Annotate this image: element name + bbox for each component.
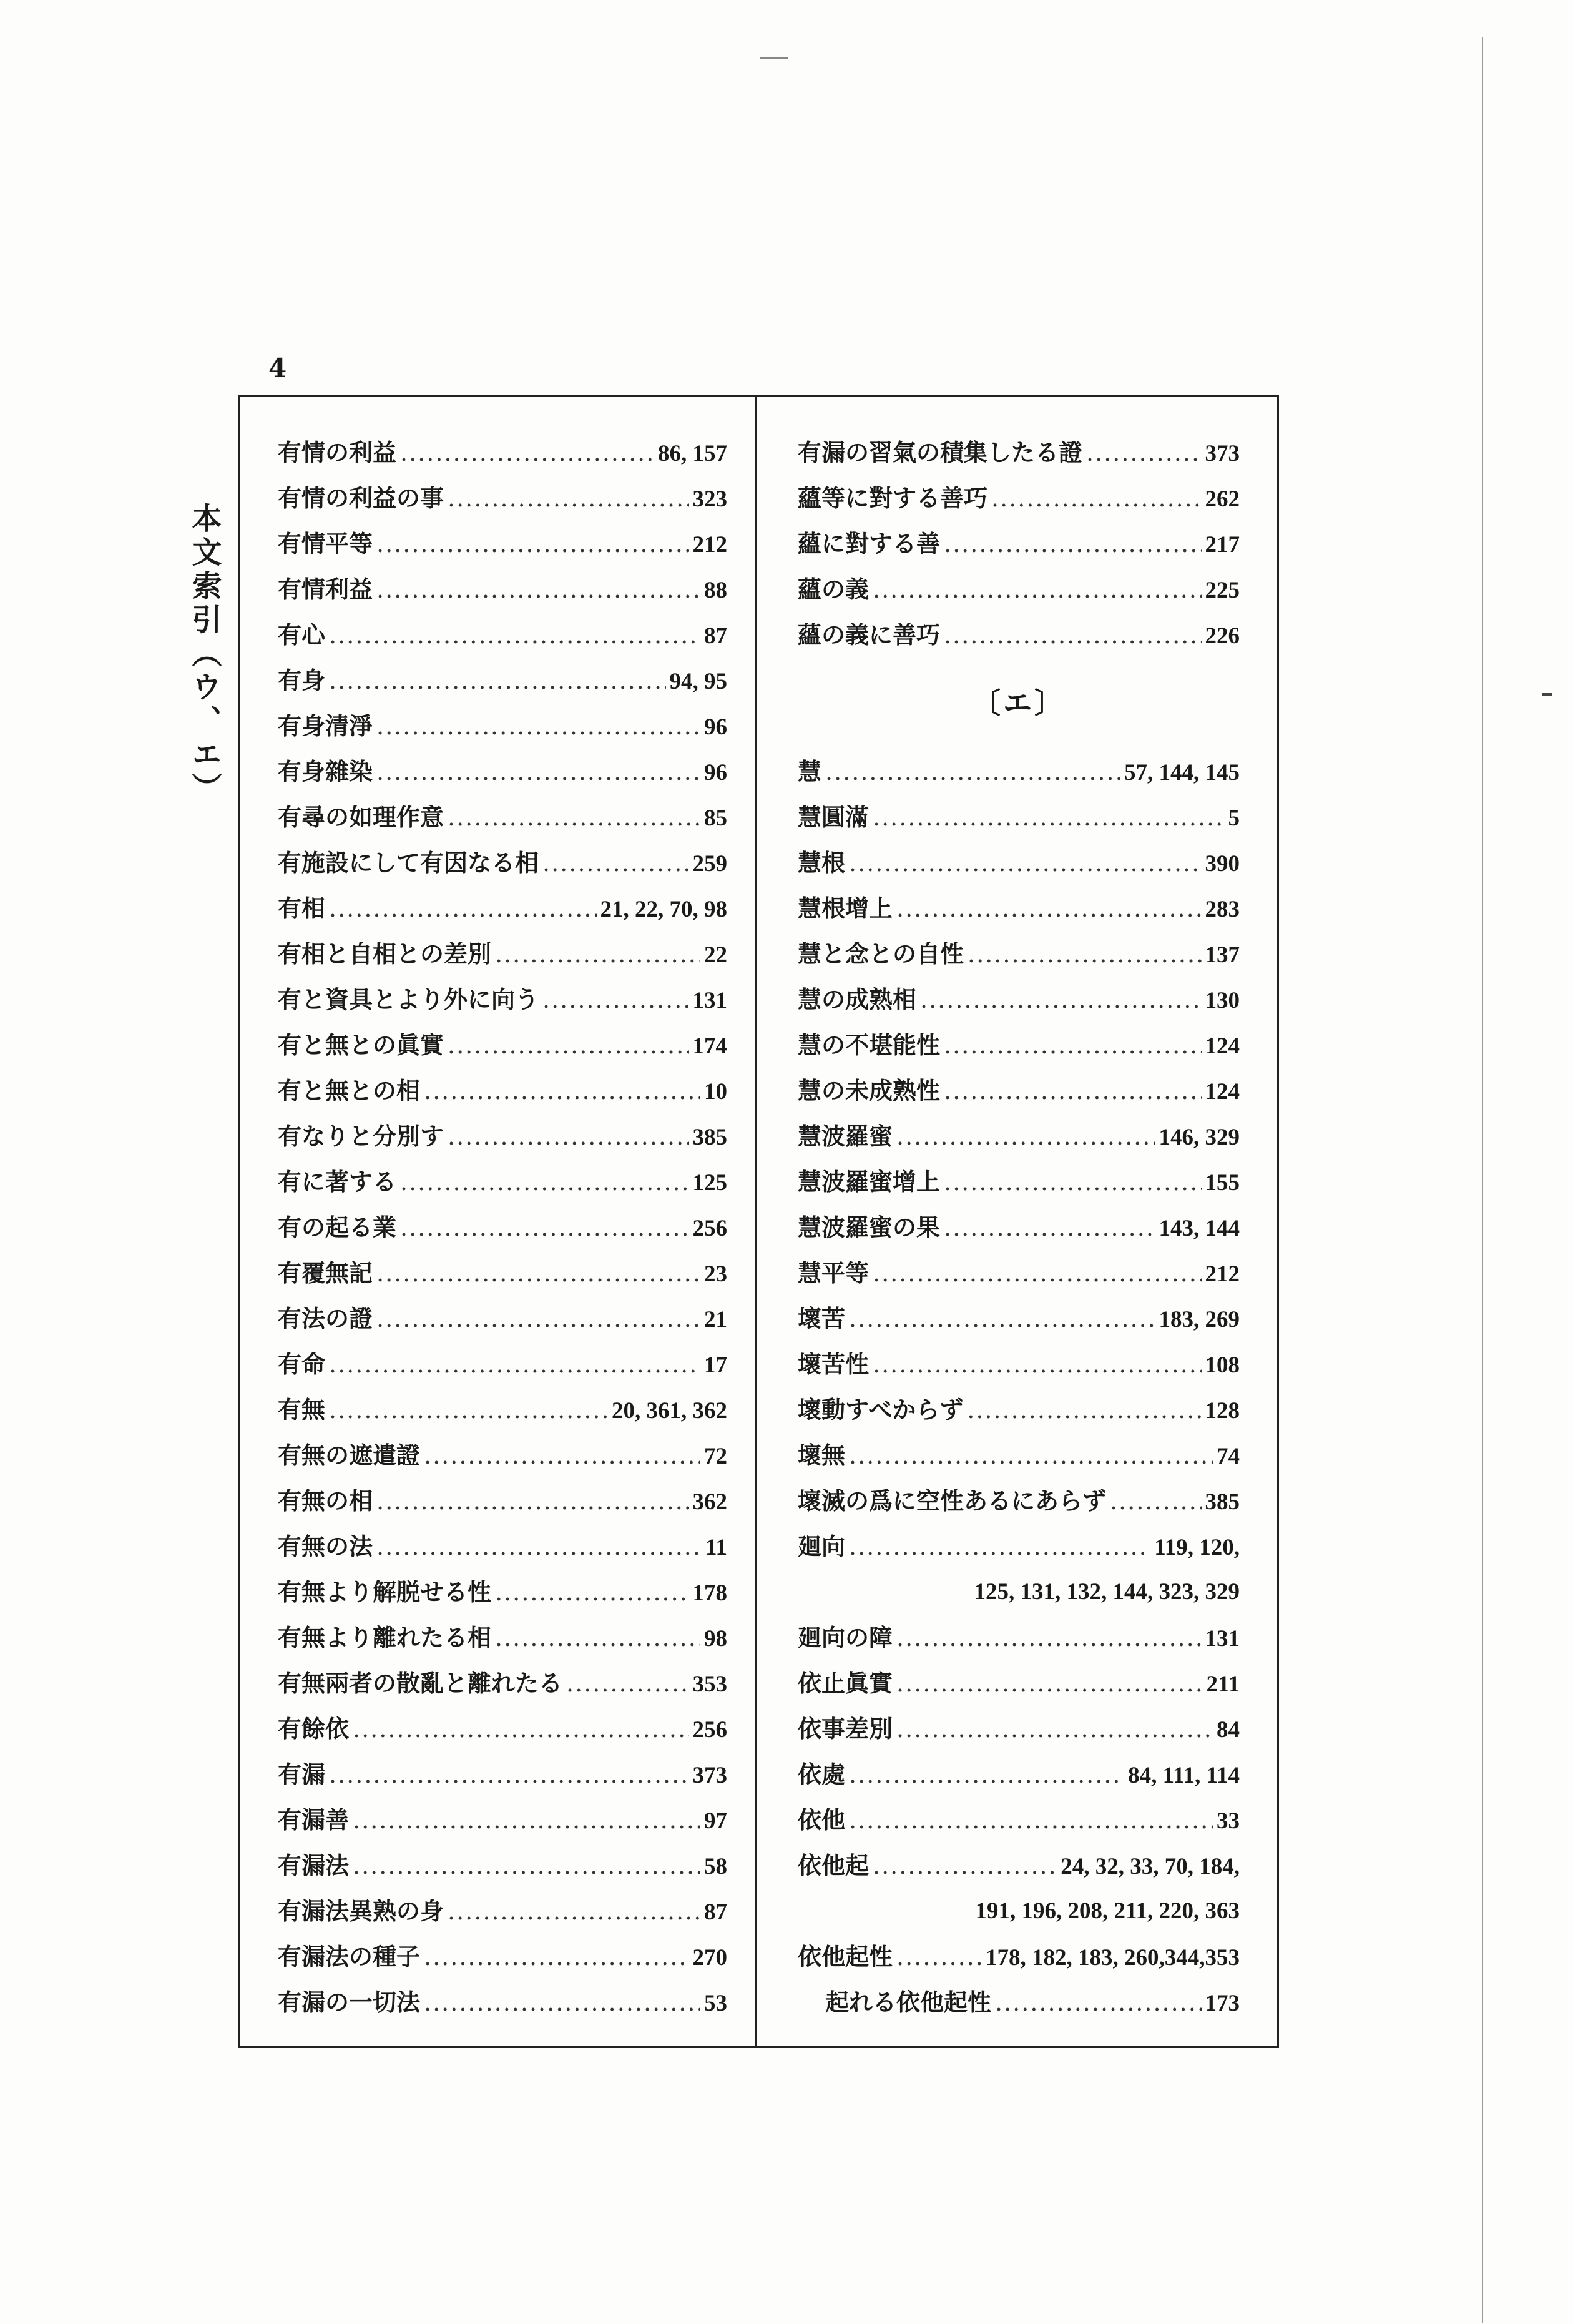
index-entry [278, 1934, 727, 1979]
entry-pages: 178 [692, 1580, 727, 1606]
index-entry [798, 1797, 1240, 1843]
entry-term: 壞滅の爲に空性あるにあらず [798, 1487, 1107, 1515]
entry-term: 有命 [278, 1350, 326, 1378]
entry-pages: 174 [692, 1033, 727, 1059]
entry-term: 依他起性 [798, 1942, 893, 1971]
dot-leader [825, 749, 1120, 795]
entry-pages: 259 [692, 851, 727, 877]
entry-pages: 33 [1217, 1808, 1240, 1834]
entry-pages: 58 [704, 1854, 727, 1879]
entry-term: 有情利益 [278, 575, 373, 603]
entry-term: 壞無 [798, 1441, 846, 1469]
dot-leader [424, 1433, 700, 1479]
index-entry [798, 1615, 1240, 1660]
entry-term: 蘊等に對する善巧 [798, 484, 988, 512]
index-entry [278, 1022, 727, 1068]
dot-leader [376, 1524, 702, 1570]
dot-leader [448, 1114, 688, 1160]
index-entry [278, 1797, 727, 1843]
entry-pages: 323 [692, 486, 727, 512]
index-entry [798, 1934, 1240, 1979]
entry-term: 有相と自相との差別 [278, 940, 492, 968]
index-entry [278, 1615, 727, 1660]
index-entry [278, 566, 727, 612]
index-entry [278, 749, 727, 794]
dot-leader [353, 1843, 700, 1889]
index-entry [278, 1843, 727, 1888]
index-entry [278, 1888, 727, 1934]
entry-pages: 88 [704, 578, 727, 603]
index-group-e [798, 749, 1240, 2025]
index-entry [278, 521, 727, 566]
dot-leader [967, 1387, 1201, 1433]
scan-edge-line [1482, 37, 1483, 2323]
dot-leader [400, 1160, 688, 1205]
entry-pages: 53 [704, 1991, 727, 2016]
dot-leader [849, 1798, 1213, 1843]
entry-pages: 124 [1205, 1033, 1240, 1059]
column-divider [755, 395, 757, 2048]
entry-term: 有の起る業 [278, 1213, 397, 1241]
entry-pages: 119, 120, [1154, 1535, 1240, 1560]
entry-pages: 155 [1205, 1170, 1240, 1196]
index-entry [798, 566, 1240, 612]
dot-leader [944, 1205, 1155, 1251]
dot-leader [896, 1661, 1203, 1706]
dot-leader [353, 1706, 688, 1752]
entry-pages: 21 [704, 1307, 727, 1332]
index-entry [278, 430, 727, 475]
entry-term: 蘊の義に善巧 [798, 621, 941, 649]
dot-leader [495, 1570, 688, 1615]
index-entry [798, 430, 1240, 475]
entry-term: 有と無との相 [278, 1076, 421, 1105]
scan-edge-mark [1542, 693, 1552, 696]
index-entry [798, 1524, 1240, 1569]
entry-pages: 85 [704, 805, 727, 831]
entry-term: 有と無との眞實 [278, 1031, 444, 1059]
entry-term: 有無 [278, 1396, 326, 1424]
dot-leader [424, 1980, 700, 2026]
entry-pages: 173 [1205, 1991, 1240, 2016]
entry-pages: 385 [692, 1125, 727, 1150]
entry-pages: 23 [704, 1261, 727, 1287]
index-entry [278, 794, 727, 840]
index-entry [278, 1387, 727, 1432]
entry-pages: 21, 22, 70, 98 [600, 897, 727, 922]
dot-leader [968, 932, 1201, 977]
entry-pages: 86, 157 [658, 441, 727, 466]
entry-term: 壞苦 [798, 1304, 846, 1332]
entry-pages: 217 [1205, 532, 1240, 558]
entry-pages: 131 [1205, 1626, 1240, 1652]
entry-pages: 96 [704, 760, 727, 785]
index-entry [798, 1843, 1240, 1888]
index-entry [278, 840, 727, 885]
entry-pages: 270 [692, 1945, 727, 1971]
index-entry [278, 1204, 727, 1250]
entry-pages: 146, 329 [1159, 1125, 1240, 1150]
index-entry [798, 1751, 1240, 1797]
dot-leader [353, 1798, 700, 1843]
dot-leader [849, 1524, 1150, 1570]
index-entry [278, 1569, 727, 1615]
dot-leader [495, 932, 700, 977]
index-entry [278, 657, 727, 703]
entry-pages: 283 [1205, 897, 1240, 922]
dot-leader [329, 658, 665, 704]
entry-term: 有尋の如理作意 [278, 803, 444, 831]
index-entry [798, 1387, 1240, 1432]
entry-term: 有漏法の種子 [278, 1942, 421, 1971]
dot-leader [1086, 430, 1201, 476]
entry-term: 慧の成熟相 [798, 985, 917, 1013]
index-entry [798, 977, 1240, 1022]
entry-term: 有無の相 [278, 1487, 373, 1515]
dot-leader [896, 1615, 1201, 1661]
dot-leader [896, 1114, 1155, 1160]
entry-pages: 183, 269 [1159, 1307, 1240, 1332]
index-entry [278, 1478, 727, 1524]
entry-term: 慧波羅蜜增上 [798, 1168, 941, 1196]
index-entry [278, 1341, 727, 1387]
index-entry [798, 1660, 1240, 1706]
entry-pages: 84, 111, 114 [1128, 1763, 1240, 1788]
entry-term: 慧根 [798, 849, 846, 877]
dot-leader [424, 1068, 700, 1114]
entry-term: 有覆無記 [278, 1259, 373, 1287]
entry-pages: 98 [704, 1626, 727, 1652]
entry-term: 慧平等 [798, 1259, 870, 1287]
entry-term: 依他起 [798, 1851, 870, 1879]
entry-pages: 57, 144, 145 [1124, 760, 1240, 785]
dot-leader [944, 521, 1201, 567]
dot-leader [995, 1980, 1201, 2026]
entry-term: 壞動すべからず [798, 1396, 964, 1424]
entry-pages-continued: 191, 196, 208, 211, 220, 363 [975, 1898, 1240, 1924]
entry-pages: 130 [1205, 988, 1240, 1013]
index-entry [278, 1660, 727, 1706]
entry-pages: 17 [704, 1352, 727, 1378]
entry-pages: 178, 182, 183, 260,344,353 [986, 1945, 1240, 1971]
entry-pages: 128 [1205, 1398, 1240, 1424]
index-entry [278, 977, 727, 1022]
entry-term: 有漏 [278, 1760, 326, 1788]
frame-right-edge [1277, 395, 1279, 2048]
dot-leader [542, 840, 688, 886]
dot-leader [376, 1296, 700, 1342]
index-entry [798, 1296, 1240, 1341]
dot-leader [329, 1342, 700, 1387]
index-entry [798, 1204, 1240, 1250]
dot-leader [329, 886, 596, 932]
entry-term: 有なりと分別す [278, 1122, 444, 1150]
entry-pages: 385 [1205, 1489, 1240, 1515]
index-group-u-continued [798, 430, 1240, 657]
dot-leader [849, 1752, 1124, 1798]
dot-leader [329, 613, 700, 658]
entry-term: 有身雜染 [278, 757, 373, 785]
dot-leader [944, 1023, 1201, 1068]
dot-leader [376, 521, 688, 567]
entry-term: 廻向 [798, 1532, 846, 1560]
index-entry [798, 612, 1240, 657]
entry-pages: 212 [692, 532, 727, 558]
dot-leader [896, 886, 1201, 932]
entry-term: 有漏の一切法 [278, 1988, 421, 2016]
index-column-left [278, 430, 727, 2025]
entry-term: 慧波羅蜜 [798, 1122, 893, 1150]
entry-term: 有無より離れたる相 [278, 1623, 492, 1652]
index-entry [278, 1296, 727, 1341]
entry-term: 有情平等 [278, 529, 373, 558]
entry-pages: 353 [692, 1672, 727, 1697]
entry-term: 依止眞實 [798, 1669, 893, 1697]
entry-pages: 74 [1217, 1444, 1240, 1469]
index-entry [278, 1113, 727, 1159]
entry-term: 有無の遮遣證 [278, 1441, 421, 1469]
section-heading-e: 〔エ〕 [972, 686, 1066, 720]
dot-leader [873, 1251, 1201, 1296]
index-entry [798, 1979, 1240, 2025]
index-entry [798, 1022, 1240, 1068]
index-entry [278, 703, 727, 749]
index-entry [278, 1068, 727, 1113]
entry-term: 蘊の義 [798, 575, 870, 603]
entry-term: 慧の未成熟性 [798, 1076, 941, 1105]
dot-leader [542, 977, 688, 1023]
index-entry [798, 521, 1240, 566]
index-entry [798, 1706, 1240, 1751]
side-label: 本文索引（ウ、エ） [187, 503, 222, 806]
entry-term: 依事差別 [798, 1715, 893, 1743]
dot-leader [400, 430, 654, 476]
index-entry [798, 1478, 1240, 1524]
entry-pages: 143, 144 [1159, 1216, 1240, 1241]
entry-pages: 256 [692, 1717, 727, 1743]
entry-pages: 373 [1205, 441, 1240, 466]
entry-pages: 87 [704, 623, 727, 649]
entry-pages: 94, 95 [669, 669, 727, 694]
dot-leader [495, 1615, 700, 1661]
index-entry [278, 1751, 727, 1797]
index-entry [798, 475, 1240, 521]
dot-leader [424, 1934, 688, 1980]
entry-term: 起れる依他起性 [825, 1988, 992, 2016]
entry-pages: 10 [704, 1079, 727, 1105]
index-column-right [798, 430, 1240, 2025]
dot-leader [376, 704, 700, 749]
index-entry [278, 1706, 727, 1751]
index-entry [798, 794, 1240, 840]
entry-term: 有情の利益 [278, 438, 397, 466]
dot-leader [873, 1342, 1201, 1387]
dot-leader [944, 1068, 1201, 1114]
entry-pages: 72 [704, 1444, 727, 1469]
index-entry [798, 1068, 1240, 1113]
entry-pages: 5 [1228, 805, 1240, 831]
entry-pages: 22 [704, 942, 727, 968]
entry-pages: 84 [1217, 1717, 1240, 1743]
entry-pages: 124 [1205, 1079, 1240, 1105]
index-entry [278, 612, 727, 657]
dot-leader [944, 1160, 1201, 1205]
entry-term: 依他 [798, 1806, 846, 1834]
entry-term: 有施設にして有因なる相 [278, 849, 539, 877]
index-entry [278, 1524, 727, 1569]
dot-leader [448, 1023, 688, 1068]
dot-leader [849, 1296, 1155, 1342]
scan-top-mark [760, 57, 788, 59]
entry-pages: 131 [692, 988, 727, 1013]
index-entry [798, 1341, 1240, 1387]
dot-leader [920, 977, 1201, 1023]
index-entry [278, 885, 727, 931]
entry-pages: 125 [692, 1170, 727, 1196]
index-entry [278, 1979, 727, 2025]
entry-pages: 20, 361, 362 [612, 1398, 727, 1424]
dot-leader [376, 1479, 688, 1524]
dot-leader [376, 567, 700, 613]
entry-term: 有に著する [278, 1168, 397, 1196]
entry-term: 有情の利益の事 [278, 484, 444, 512]
entry-term: 慧 [798, 757, 822, 785]
entry-term: 有漏善 [278, 1806, 350, 1834]
entry-pages: 137 [1205, 942, 1240, 968]
entry-pages: 212 [1205, 1261, 1240, 1287]
dot-leader [849, 1433, 1213, 1479]
dot-leader [400, 1205, 688, 1251]
dot-leader [896, 1706, 1213, 1752]
entry-term: 有無より解脱せる性 [278, 1578, 492, 1606]
entry-pages: 390 [1205, 851, 1240, 877]
dot-leader [329, 1387, 608, 1433]
entry-term: 有と資具とより外に向う [278, 985, 539, 1013]
entry-term: 慧の不堪能性 [798, 1031, 941, 1059]
entry-pages: 362 [692, 1489, 727, 1515]
index-entry [798, 1113, 1240, 1159]
index-entry [798, 885, 1240, 931]
index-entry [798, 931, 1240, 977]
entry-pages: 96 [704, 714, 727, 740]
entry-term: 蘊に對する善 [798, 529, 941, 558]
index-entry [278, 1432, 727, 1478]
entry-term: 有餘依 [278, 1715, 350, 1743]
entry-term: 慧と念との自性 [798, 940, 964, 968]
entry-pages: 97 [704, 1808, 727, 1834]
dot-leader [1110, 1479, 1201, 1524]
dot-leader [849, 840, 1201, 886]
dot-leader [566, 1661, 688, 1706]
entry-term: 慧波羅蜜の果 [798, 1213, 941, 1241]
dot-leader [376, 1251, 700, 1296]
index-entry [798, 1569, 1240, 1615]
index-entry [278, 475, 727, 521]
index-entry [798, 749, 1240, 794]
dot-leader [376, 749, 700, 795]
dot-leader [329, 1752, 688, 1798]
entry-pages: 225 [1205, 578, 1240, 603]
entry-pages: 24, 32, 33, 70, 184, [1061, 1854, 1240, 1879]
entry-pages: 11 [705, 1535, 727, 1560]
entry-term: 有漏法異熟の身 [278, 1897, 444, 1925]
entry-term: 有身清淨 [278, 712, 373, 740]
entry-term: 有無の法 [278, 1532, 373, 1560]
dot-leader [991, 476, 1201, 521]
index-entry [278, 1250, 727, 1296]
entry-term: 壞苦性 [798, 1350, 870, 1378]
entry-pages-continued: 125, 131, 132, 144, 323, 329 [974, 1579, 1240, 1605]
dot-leader [873, 567, 1201, 613]
entry-pages: 87 [704, 1899, 727, 1925]
index-entry [798, 1250, 1240, 1296]
entry-term: 有法の證 [278, 1304, 373, 1332]
entry-term: 廻向の障 [798, 1623, 893, 1652]
dot-leader [873, 1843, 1057, 1889]
index-entry [798, 1159, 1240, 1204]
dot-leader [448, 1889, 700, 1934]
entry-pages: 226 [1205, 623, 1240, 649]
entry-term: 有漏法 [278, 1851, 350, 1879]
entry-term: 有相 [278, 894, 326, 922]
entry-term: 有無兩者の散亂と離れたる [278, 1669, 563, 1697]
entry-pages: 373 [692, 1763, 727, 1788]
dot-leader [896, 1934, 982, 1980]
index-entry [278, 1159, 727, 1204]
dot-leader [448, 795, 700, 840]
entry-term: 慧圓滿 [798, 803, 870, 831]
index-entry [798, 1432, 1240, 1478]
entry-term: 有心 [278, 621, 326, 649]
index-entry [278, 931, 727, 977]
dot-leader [944, 613, 1201, 658]
entry-pages: 108 [1205, 1352, 1240, 1378]
entry-term: 慧根增上 [798, 894, 893, 922]
index-entry [798, 1888, 1240, 1934]
dot-leader [448, 476, 688, 521]
page-number: 4 [268, 353, 287, 383]
index-entry [798, 840, 1240, 885]
entry-term: 有身 [278, 666, 326, 694]
entry-term: 有漏の習氣の積集したる證 [798, 438, 1083, 466]
entry-term: 依處 [798, 1760, 846, 1788]
dot-leader [873, 795, 1224, 840]
entry-pages: 256 [692, 1216, 727, 1241]
entry-pages: 211 [1206, 1672, 1240, 1697]
entry-pages: 262 [1205, 486, 1240, 512]
